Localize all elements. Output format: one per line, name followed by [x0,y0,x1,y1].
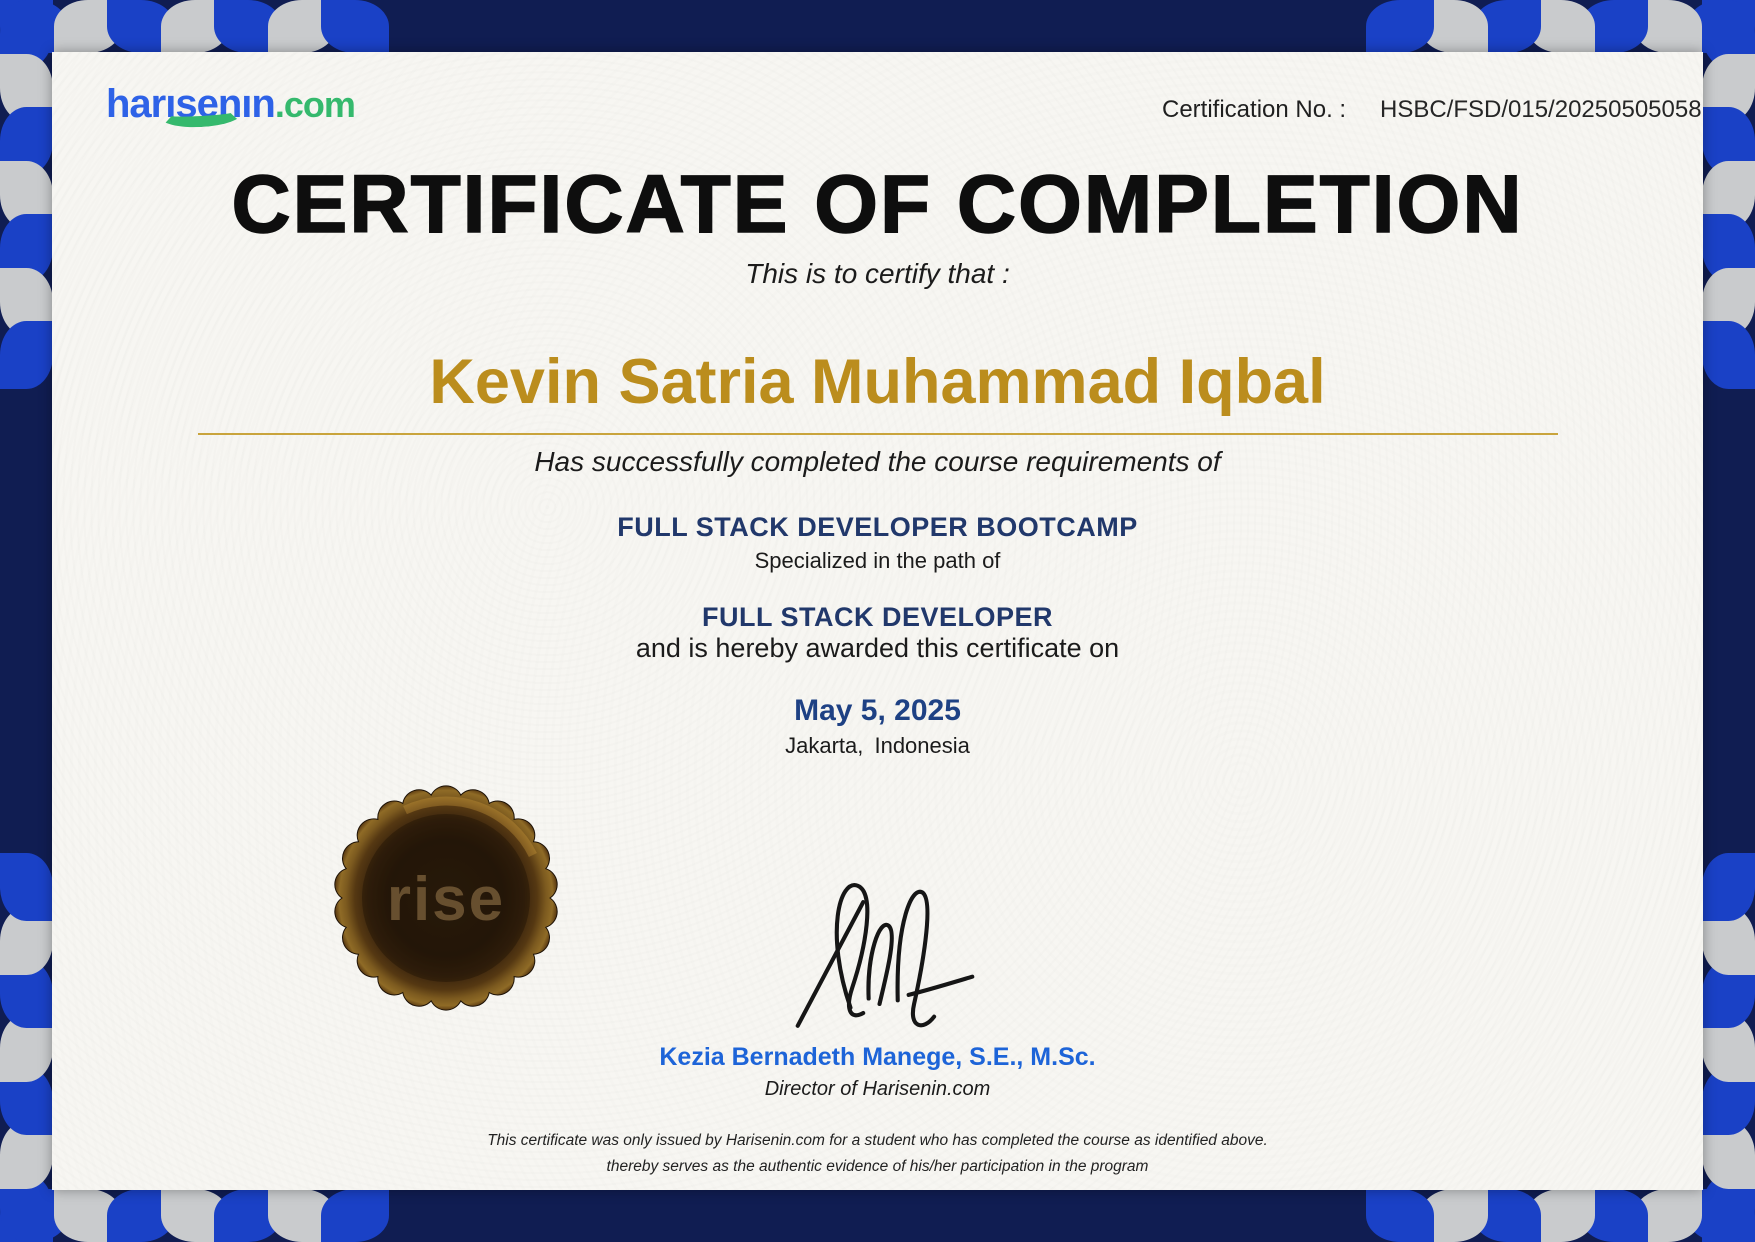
footer-disclaimer-line1: This certificate was only issued by Harisenin.com for a student who has completed the course as identified above. [487,1132,1268,1149]
signature-scribble [785,856,985,1041]
certify-line: This is to certify that : [745,258,1010,289]
awarded-line: and is hereby awarded this certificate on [635,633,1120,663]
certification-number-label: Certification No. : [1162,96,1347,123]
certificate-title: CERTIFICATE OF COMPLETION [231,159,1524,250]
logo-text-part1: har [106,82,166,126]
award-location: Jakarta, Indonesia [785,733,970,758]
recipient-name: Kevin Satria Muhammad Iqbal [429,347,1326,417]
logo-text-part3: nın [217,82,275,126]
footer-disclaimer-line2: thereby serves as the authentic evidence of his/her participation in the program [606,1158,1149,1175]
logo-suffix: .com [274,84,355,125]
rise-wax-seal [328,780,564,1016]
completed-line: Has successfully completed the course requirements of [534,446,1221,477]
seal-text: rise [386,865,506,934]
gold-divider-rule [198,433,1558,435]
signer-title: Director of Harisenin.com [764,1078,991,1100]
path-name: FULL STACK DEVELOPER [701,602,1054,632]
award-date: May 5, 2025 [794,694,961,727]
specialized-line: Specialized in the path of [754,548,1001,573]
course-name: FULL STACK DEVELOPER BOOTCAMP [617,512,1138,542]
rise-wax-seal-svg [328,780,564,1016]
signer-name: Kezia Bernadeth Manege, S.E., M.Sc. [659,1043,1096,1071]
logo-text-part2-inner: ıse [165,82,218,126]
harisenin-logo [106,82,355,126]
logo-text-part2 [165,82,218,126]
certification-number-value: HSBC/FSD/015/20250505058 [1380,96,1702,123]
